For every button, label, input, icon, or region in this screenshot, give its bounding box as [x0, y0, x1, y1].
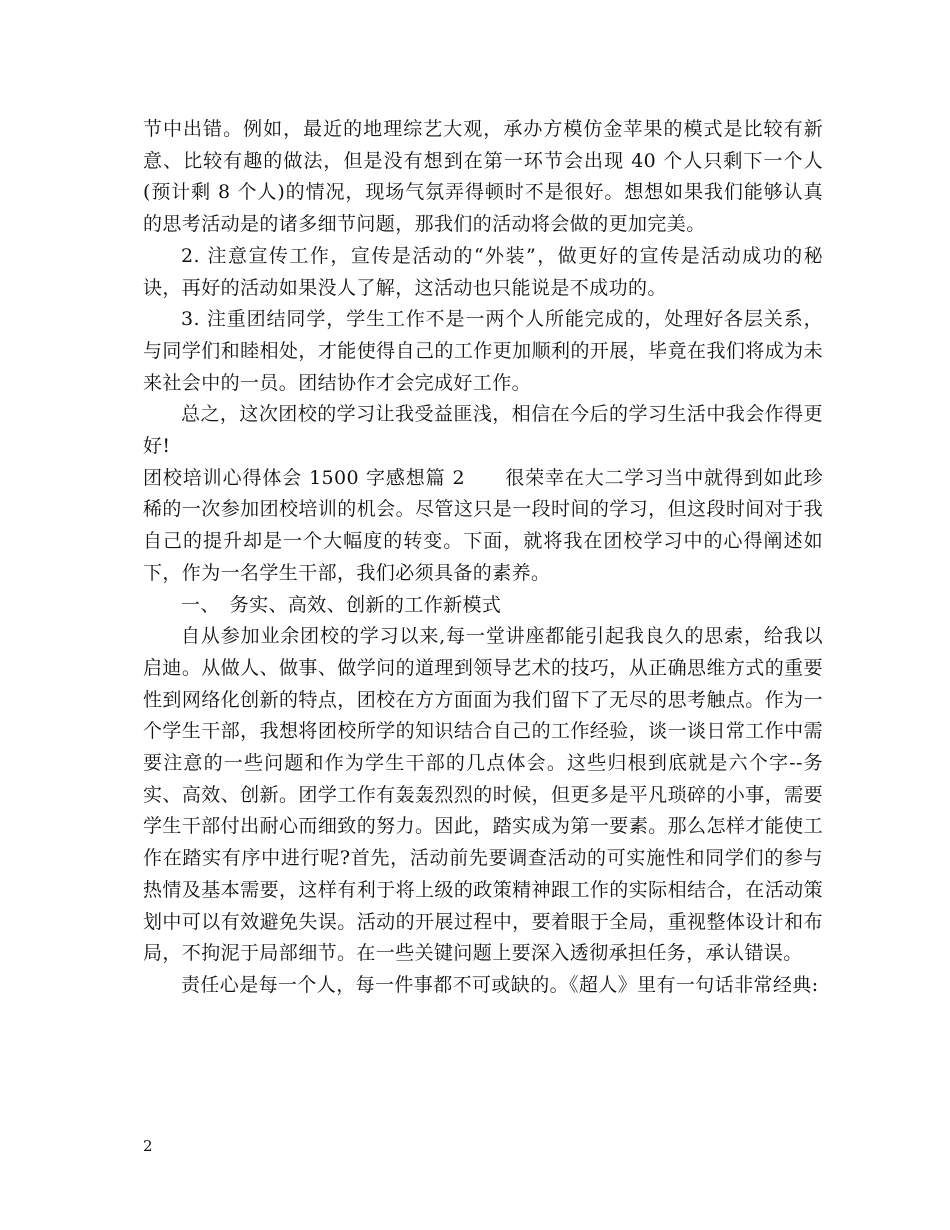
- paragraph-continuation: 节中出错。例如，最近的地理综艺大观，承办方模仿金苹果的模式是比较有新意、比较有趣的做法，但是没有想到在第一环节会出现 40 个人只剩下一个人(预计剩 8 个人)的情况，现场气氛弄得顿时不是很好。想想如果我们能够认真的思考活动是的诸多细节问题，那我们的活动将会做的更加完美。: [143, 118, 823, 236]
- paragraph-summary: 总之，这次团校的学习让我受益匪浅，相信在今后的学习生活中我会作得更好!: [143, 403, 823, 458]
- paragraph-section-1-body: 自从参加业余团校的学习以来,每一堂讲座都能引起我良久的思索，给我以启迪。从做人、做事、做学问的道理到领导艺术的技巧，从正确思维方式的重要性到网络化创新的特点，团校在方方面面为我们留下了无尽的思考触点。作为一个学生干部，我想将团校所学的知识结合自己的工作经验，谈一谈日常工作中需要注意的一些问题和作为学生干部的几点体会。这些归根到底就是六个字--务实、高效、创新。团学工作有轰轰烈烈的时候，但更多是平凡琐碎的小事，需要学生干部付出耐心而细致的努力。因此，踏实成为第一要素。那么怎样才能使工作在踏实有序中进行呢?首先，活动前先要调查活动的可实施性和同学们的参与热情及基本需要，这样有利于将上级的政策精神跟工作的实际相结合，在活动策划中可以有效避免失误。活动的开展过程中，要着眼于全局，重视整体设计和布局，不拘泥于局部细节。在一些关键问题上要深入透彻承担任务，承认错误。: [143, 625, 823, 965]
- section-heading-1: 一、 务实、高效、创新的工作新模式: [181, 593, 502, 616]
- paragraph-point-2: 2. 注意宣传工作，宣传是活动的“外装”，做更好的宣传是活动成功的秘诀，再好的活动如果没人了解，这活动也只能说是不成功的。: [143, 244, 823, 299]
- paragraph-point-3: 3. 注重团结同学，学生工作不是一两个人所能完成的，处理好各层关系，与同学们和睦相处，才能使得自己的工作更加顺利的开展，毕竟在我们将成为未来社会中的一员。团结协作才会完成好工作。: [143, 308, 823, 394]
- paragraph-responsibility: 责任心是每一个人，每一件事都不可或缺的。《超人》里有一句话非常经典:: [181, 973, 819, 996]
- paragraph-article-2-intro: 团校培训心得体会 1500 字感想篇 2 很荣幸在大二学习当中就得到如此珍稀的一次参加团校培训的机会。尽管这只是一段时间的学习，但这段时间对于我自己的提升却是一个大幅度的转变。下面，就将我在团校学习中的心得阐述如下，作为一名学生干部，我们必须具备的素养。: [143, 466, 823, 584]
- page-number: 2: [143, 1137, 153, 1155]
- body-text: [143, 114, 823, 1002]
